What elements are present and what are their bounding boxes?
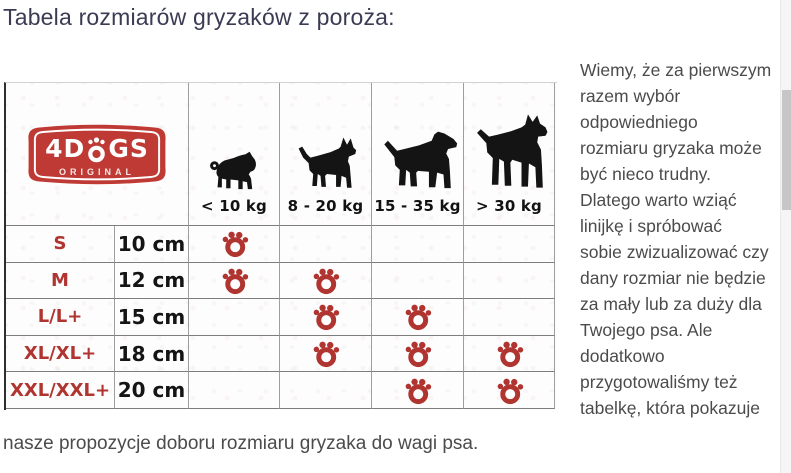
weight-column-header [280,83,372,226]
brand-subtitle: ORIGINAL [59,167,135,177]
brand-logo [22,123,172,186]
fit-cell [372,226,464,263]
size-cell: XXL/XXL+ [6,372,115,409]
brand-name [45,133,149,164]
paw-icon [310,302,341,331]
length-cell: 15 cm [115,299,189,336]
length-cell: 10 cm [115,226,189,263]
paw-icon [402,302,433,331]
fit-cell [189,299,280,336]
fit-cell [280,299,372,336]
sidebar-paragraph: Wiemy, że za pierwszym razem wybór odpowiedniego rozmiaru gryzaka może być nieco trudny. Dlatego warto wziąć linijkę i spróbować sobie zwizualizować czy dany rozmiar nie będzie za mały lub za duży dla Twojego psa. Ale dodatkowo przygotowaliśmy też tabelkę, która pokazuje [580,60,772,418]
fit-cell [464,372,555,409]
weight-label: > 30 kg [476,197,542,215]
weight-label: 15 - 35 kg [374,197,461,215]
brand-name-pre: 4D [45,134,86,163]
fit-cell [372,372,464,409]
weight-label: < 10 kg [201,197,267,215]
medium-small-dog-icon [294,136,358,192]
brand-name-post: GS [108,134,149,163]
paw-icon [310,266,341,295]
fit-cell [189,226,280,263]
size-cell: L/L+ [6,299,115,336]
size-cell: M [6,263,115,300]
fit-cell [372,299,464,336]
weight-column-header [464,83,555,226]
length-cell: 20 cm [115,372,189,409]
fit-cell [464,336,555,373]
fit-cell [280,336,372,373]
length-cell: 12 cm [115,263,189,300]
paw-icon [219,266,250,295]
small-dog-icon [208,148,260,192]
fit-cell [464,299,555,336]
weight-column-header [372,83,464,226]
paw-icon [402,339,433,368]
large-dog-icon [465,110,553,192]
paw-icon [219,229,250,258]
medium-large-dog-icon [377,126,459,192]
fit-cell [464,226,555,263]
fit-cell [372,263,464,300]
fit-cell [189,336,280,373]
fit-cell [372,336,464,373]
paw-icon [310,339,341,368]
paw-icon [402,376,433,405]
weight-column-header [189,83,280,226]
size-cell: XL/XL+ [6,336,115,373]
paw-o-icon [86,137,107,164]
size-cell: S [6,226,115,263]
size-table [4,82,557,410]
length-cell: 18 cm [115,336,189,373]
paw-icon [494,376,525,405]
bottom-caption: nasze propozycje doboru rozmiaru gryzaka do wagi psa. [3,433,479,454]
fit-cell [189,263,280,300]
fit-cell [280,372,372,409]
fit-cell [189,372,280,409]
fit-cell [464,263,555,300]
fit-cell [280,226,372,263]
scrollbar-track[interactable] [780,0,791,473]
weight-label: 8 - 20 kg [287,197,364,215]
logo-cell [6,83,189,226]
scrollbar-thumb[interactable] [782,90,791,210]
fit-cell [280,263,372,300]
paw-icon [494,339,525,368]
page-title: Tabela rozmiarów gryzaków z poroża: [3,4,395,30]
